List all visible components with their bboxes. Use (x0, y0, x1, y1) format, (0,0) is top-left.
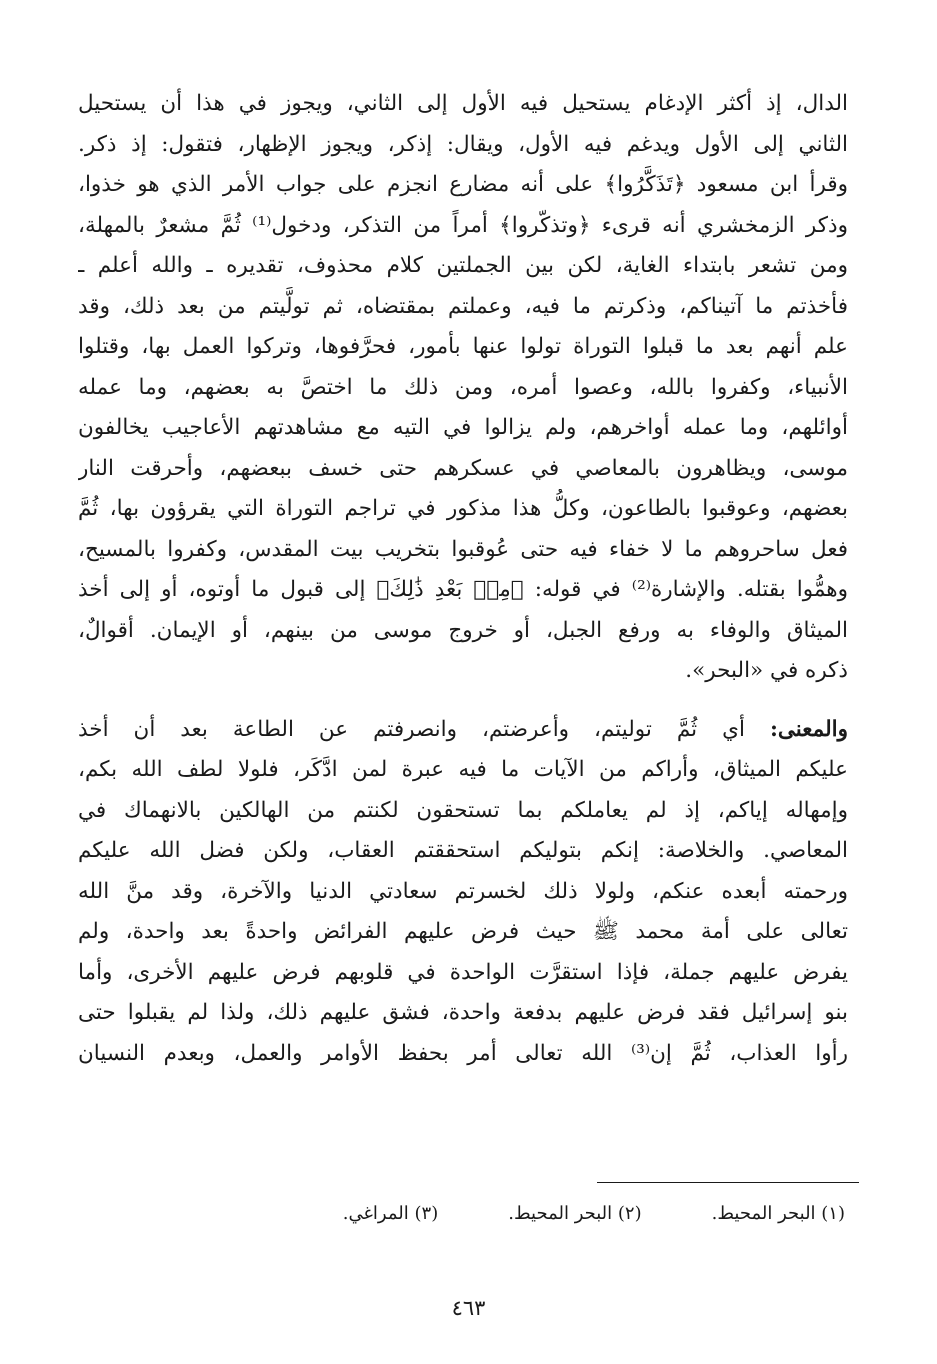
text-line: فأخذتم ما آتيناكم، وذكرتم ما فيه، وعملتم بمقتضاه، ثم تولَّيتم من بعد ذلك، وقد (78, 293, 848, 319)
footnote-3: (٣) المراغي. (342, 1203, 439, 1224)
text-line: بنو إسرائيل فقد فرض عليهم بدفعة واحدة، فشق عليهم ذلك، ولذا لم يقبلوا حتى (78, 1000, 848, 1025)
text-line: يفرض عليهم جملة، فإذا استقرَّت الواحدة في قلوبهم فرض عليهم الأخرى، وأما (78, 959, 848, 985)
text-line: الأنبياء، وكفروا بالله، وعصوا أمره، ومن ذلك ما اختصَّ به بعضهم، وما عمله (78, 374, 848, 400)
text-line: تعالى على أمة محمد ﷺ حيث فرض عليهم الفرائض واحدةً بعد واحدة، ولم (78, 919, 848, 944)
text-line (78, 710, 848, 751)
text-line: وقرأ ابن مسعود ﴿تَذَكَّرُوا﴾ على أنه مضارع انجزم على جواب الأمر الذي هو خذوا، (78, 172, 848, 197)
text-line: بعضهم، وعوقبوا بالطاعون، وكلُّ هذا مذكور في تراجم التوراة التي يقرؤون بها، ثُمَّ (78, 496, 848, 521)
text-line: ورحمته أبعده عنكم، ولولا ذلك لخسرتم سعادتي الدنيا والآخرة، وقد منَّ الله (78, 878, 848, 904)
text-line: أوائلهم، وما عمله أواخرهم، ولم يزالوا في التيه مع مشاهدتهم الأعاجيب يخالفون (78, 415, 848, 440)
text-line: موسى، ويظاهرون بالمعاصي في عسكرهم حتى خسف ببعضهم، وأحرقت النار (78, 455, 848, 481)
text-line: وهمُّوا بقتله. والإشارة⁽²⁾ في قوله: ﴿مِنۢ بَعْدِ ذَٰلِكَ﴾ إلى قبول ما أوتوه، أو إلى أخذ (78, 577, 848, 602)
paragraph-2 (78, 710, 848, 1075)
paragraph-1 (78, 84, 848, 692)
text-line: وذكر الزمخشري أنه قرىء ﴿وتذكّروا﴾ أمراً من التذكر، ودخول⁽¹⁾ ثُمَّ مشعرٌ بالمهلة، (78, 212, 848, 238)
footnotes (165, 1196, 845, 1232)
text-line: الميثاق والوفاء به ورفع الجبل، أو خروج موسى من بينهم، أو الإيمان. أقوالٌ، (78, 617, 848, 643)
text-line: المعاصي. والخلاصة: إنكم بتوليكم استحققتم العقاب، ولكن فضل الله عليكم (78, 838, 848, 863)
text-line: الثاني إلى الأول ويدغم فيه الأول، ويقال: إذكر، ويجوز الإظهار، فتقول: إذ ذكر. (78, 131, 848, 157)
footnote-divider (597, 1182, 859, 1183)
page-number: ٤٦٣ (451, 1296, 486, 1320)
text-line: ومن تشعر بابتداء الغاية، لكن بين الجملتين كلام محذوف، تقديره ـ والله أعلم ـ (78, 253, 848, 278)
text-line: رأوا العذاب، ثُمَّ إن⁽³⁾ الله تعالى أمر بحفظ الأوامر والعمل، وبعدم النسيان (78, 1040, 848, 1066)
text-line: علم أنهم بعد ما قبلوا التوراة تولوا عنها بأمور، فحرَّفوها، وتركوا العمل بها، وقتلوا (78, 334, 848, 359)
footnote-2: (٢) البحر المحيط. (508, 1203, 642, 1224)
text-line: عليكم الميثاق، وأراكم من الآيات ما فيه عبرة لمن ادَّكَر، فلولا لطف الله بكم، (78, 757, 848, 782)
text-line: ذكره في «البحر». (685, 658, 848, 683)
text-line: فعل ساحروهم ما لا خفاء فيه حتى عُوقبوا بتخريب بيت المقدس، وكفروا بالمسيح، (78, 536, 848, 562)
text-line: الدال، إذ أكثر الإدغام يستحيل فيه الأول إلى الثاني، ويجوز في هذا أن يستحيل (78, 91, 848, 116)
paragraph-first-line: أي ثُمَّ توليتم، وأعرضتم، وانصرفتم عن الطاعة بعد أن أخذ (78, 716, 745, 742)
paragraph-lead: والمعنى: (769, 716, 848, 742)
text-line: وإمهاله إياكم، إذ لم يعاملكم بما تستحقون لكنتم من الهالكين بالانهماك في (78, 797, 848, 823)
footnote-1: (١) البحر المحيط. (711, 1203, 845, 1224)
page-body (78, 84, 848, 1284)
